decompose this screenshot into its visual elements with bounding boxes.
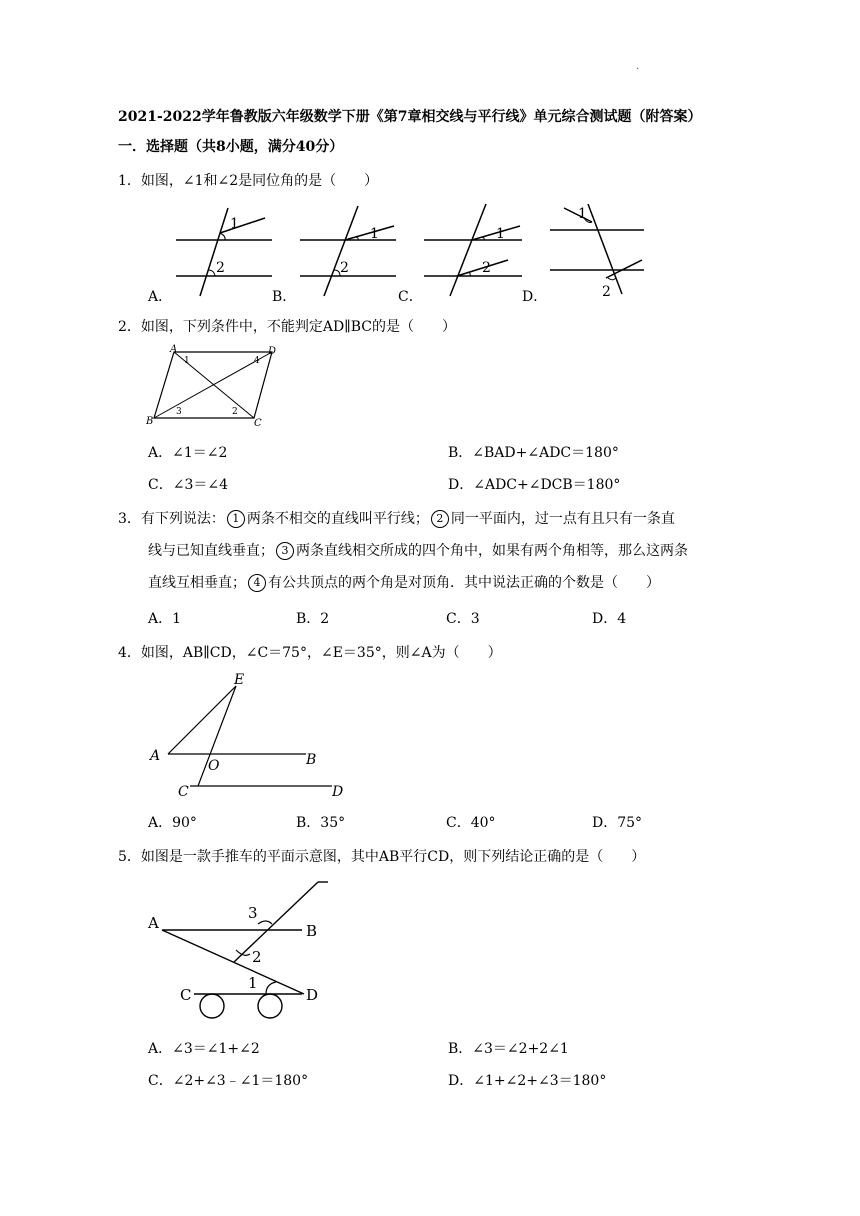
question-4-option-a[interactable]: A．90°	[148, 815, 197, 831]
question-1-figure-c	[420, 200, 530, 300]
document-title: 2021-2022学年鲁教版六年级数学下册《第7章相交线与平行线》单元综合测试题（附答案）	[118, 109, 702, 125]
q2-angle-2: 2	[232, 407, 238, 417]
q5-angle-2: 2	[252, 948, 262, 966]
q5-angle-3: 3	[248, 904, 258, 922]
question-4-option-c[interactable]: C．40°	[446, 815, 496, 831]
q2-label-a: A	[170, 344, 178, 355]
question-3-option-a[interactable]: A．1	[148, 611, 182, 627]
q2-label-d: D	[268, 346, 277, 357]
question-4-option-d[interactable]: D．75°	[592, 815, 643, 831]
q5-angle-1: 1	[248, 974, 258, 992]
fig-d-label-2: 2	[602, 284, 611, 300]
question-5-option-d[interactable]: D．∠1+∠2+∠3＝180°	[448, 1073, 607, 1089]
q5-label-c: C	[180, 986, 192, 1004]
question-3-line-3	[148, 572, 660, 592]
q3-statement-2: 同一平面内，过一点有且只有一条直	[450, 511, 675, 527]
q3-text: 3．有下列说法：	[118, 511, 225, 527]
fig-a-label-2: 2	[216, 260, 225, 276]
question-3-option-c[interactable]: C．3	[446, 611, 480, 627]
q5-label-a: A	[148, 914, 159, 932]
q3-statement-4: 有公共顶点的两个角是对顶角．其中说法正确的个数是（ ）	[268, 575, 660, 591]
q3-text: 线与已知直线垂直；	[148, 543, 274, 559]
question-3-option-d[interactable]: D．4	[592, 611, 627, 627]
question-2-option-d[interactable]: D．∠ADC+∠DCB＝180°	[448, 477, 621, 493]
q2-angle-3: 3	[176, 407, 182, 417]
circled-number-4: 4	[248, 574, 266, 592]
question-1-option-b[interactable]: B．	[272, 289, 297, 305]
question-5-option-c[interactable]: C．∠2+∠3﹣∠1＝180°	[148, 1073, 309, 1089]
question-1-figure-d	[544, 200, 654, 300]
question-1-option-c[interactable]: C．	[398, 289, 423, 305]
top-mark: ·	[636, 64, 640, 75]
q3-statement-3: 两条直线相交所成的四个角中，如果有两个角相等，那么这两条	[296, 543, 688, 559]
question-2-option-b[interactable]: B．∠BAD+∠ADC＝180°	[448, 445, 619, 461]
q2-label-c: C	[254, 418, 262, 429]
question-1-option-a[interactable]: A．	[148, 289, 173, 305]
circled-number-3: 3	[276, 542, 294, 560]
question-4-option-b[interactable]: B．35°	[296, 815, 346, 831]
question-2-option-c[interactable]: C．∠3＝∠4	[148, 477, 228, 493]
q2-label-b: B	[146, 416, 154, 427]
fig-b-label-2: 2	[340, 260, 349, 276]
question-4-stem: 4．如图，AB∥CD，∠C＝75°，∠E＝35°，则∠A为（ ）	[118, 645, 502, 661]
q4-label-b: B	[306, 752, 317, 768]
question-5-figure	[146, 876, 346, 1026]
question-1-stem: 1．如图，∠1和∠2是同位角的是（ ）	[118, 173, 379, 189]
fig-c-label-2: 2	[482, 260, 491, 276]
question-1-figure-b	[294, 200, 404, 300]
question-1-option-d[interactable]: D．	[522, 289, 548, 305]
q3-text: 直线互相垂直；	[148, 575, 246, 591]
question-3-option-b[interactable]: B．2	[296, 611, 330, 627]
q3-statement-1: 两条不相交的直线叫平行线；	[246, 511, 429, 527]
question-3-line-1	[118, 508, 675, 528]
section-heading: 一．选择题（共8小题，满分40分）	[118, 139, 344, 155]
q4-label-o: O	[208, 758, 220, 774]
question-2-figure	[146, 342, 286, 432]
q4-label-e: E	[234, 672, 245, 688]
q5-label-b: B	[306, 922, 318, 940]
q2-angle-4: 4	[254, 356, 260, 366]
question-4-figure	[148, 670, 358, 800]
fig-d-label-1: 1	[578, 206, 587, 222]
q4-label-a: A	[150, 748, 161, 764]
fig-c-label-1: 1	[496, 226, 505, 242]
question-3-line-2	[148, 540, 688, 560]
fig-b-label-1: 1	[370, 226, 379, 242]
question-5-option-b[interactable]: B．∠3＝∠2+2∠1	[448, 1041, 569, 1057]
q4-label-d: D	[332, 784, 344, 800]
q5-label-d: D	[306, 986, 319, 1004]
fig-a-label-1: 1	[230, 216, 239, 232]
question-2-stem: 2．如图，下列条件中，不能判定AD∥BC的是（ ）	[118, 319, 456, 335]
question-5-option-a[interactable]: A．∠3＝∠1+∠2	[148, 1041, 260, 1057]
question-2-option-a[interactable]: A．∠1＝∠2	[148, 445, 228, 461]
question-1-figure-a	[170, 200, 280, 300]
circled-number-2: 2	[431, 510, 449, 528]
q2-angle-1: 1	[184, 356, 190, 366]
circled-number-1: 1	[227, 510, 245, 528]
question-5-stem: 5．如图是一款手推车的平面示意图，其中AB平行CD，则下列结论正确的是（ ）	[118, 849, 646, 865]
q4-label-c: C	[178, 784, 189, 800]
